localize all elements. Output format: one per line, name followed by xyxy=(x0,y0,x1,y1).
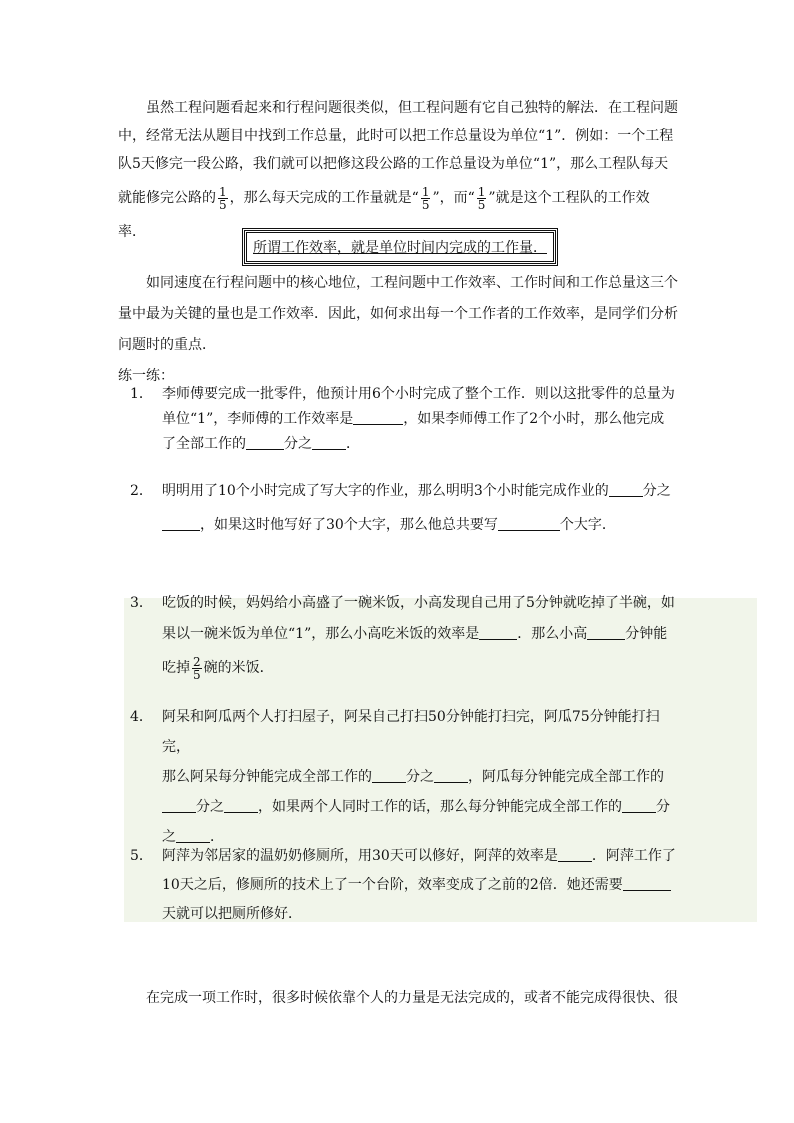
para-line: 量中最为关键的量也是工作效率．因此，如何求出每一个工作者的工作效率，是同学们分析 xyxy=(118,306,678,322)
fraction: $\frac{2}{5}$ xyxy=(193,654,201,682)
question-4: 4． 阿呆和阿瓜两个人打扫屋子，阿呆自己打扫50分钟能打扫完，阿瓜75分钟能打扫完， 那么阿呆每分钟能完成全部工作的 分之 ，阿瓜每分钟能完成全部工作的 分之 ，如果两个人同时工作的话，那么每分钟能完成全部工作的 分 之 ． xyxy=(130,702,680,852)
question-number: 3． xyxy=(130,595,153,611)
answer-blank[interactable] xyxy=(162,796,196,813)
answer-blank[interactable] xyxy=(246,433,284,450)
practice-label: 练一练： xyxy=(118,368,174,384)
fraction: $\frac{1}{5}$ xyxy=(219,184,227,212)
question-1: 1． 李师傅要完成一批零件，他预计用6个小时完成了整个工作．则以这批零件的总量为 单位“1”，李师傅的工作效率是 ，如果李师傅工作了2个小时，那么他完成 了全部工作的 分之 ． xyxy=(130,382,680,457)
answer-blank[interactable] xyxy=(353,408,403,425)
intro-line: 虽然工程问题看起来和行程问题很类似，但工程问题有它自己独特的解法．在工程问题 xyxy=(146,100,678,116)
intro-line: 就能修完公路的 $\frac{1}{5}$ ，那么每天完成的工作量就是“ $\frac{1}{5}$ ”，而“ $\frac{1}{5}$ ”就是这个工程队的工作效 xyxy=(118,184,650,212)
answer-blank[interactable] xyxy=(558,845,592,862)
question-number: 4． xyxy=(130,709,153,725)
question-2: 2． 明明用了10个小时完成了写大字的作业，那么明明3个小时能完成作业的 分之 ，如果这时他写好了30个大字，那么他总共要写 个大字． xyxy=(130,474,680,542)
answer-blank[interactable] xyxy=(434,766,468,783)
answer-blank[interactable] xyxy=(623,874,671,891)
question-3: 3． 吃饭的时候，妈妈给小高盛了一碗米饭，小高发现自己用了5分钟就吃掉了半碗，如 果以一碗米饭为单位“1”，那么小高吃米饭的效率是 ．那么小高 分钟能 吃掉 $\frac{2}{5}$ 碗的米饭． xyxy=(130,588,680,686)
intro-paragraph xyxy=(118,94,678,246)
question-5: 5． 阿萍为邻居家的温奶奶修厕所，用30天可以修好，阿萍的效率是 ．阿萍工作了 10天之后，修厕所的技术上了一个台阶，效率变成了之前的2倍．她还需要 天就可以把厕所修好． xyxy=(130,842,680,929)
answer-blank[interactable] xyxy=(162,514,200,531)
answer-blank[interactable] xyxy=(224,796,258,813)
answer-blank[interactable] xyxy=(372,766,406,783)
closing-paragraph: 在完成一项工作时，很多时候依靠个人的力量是无法完成的，或者不能完成得很快、很 xyxy=(146,990,678,1006)
question-number: 5． xyxy=(130,848,153,864)
answer-blank[interactable] xyxy=(622,796,656,813)
fraction: $\frac{1}{5}$ xyxy=(477,184,486,212)
answer-blank[interactable] xyxy=(498,514,560,531)
answer-blank[interactable] xyxy=(479,623,517,640)
fraction: $\frac{1}{5}$ xyxy=(421,184,430,212)
intro-line: 中，经常无法从题目中找到工作总量，此时可以把工作总量设为单位“1”．例如：一个工程 xyxy=(118,128,674,144)
answer-blank[interactable] xyxy=(609,480,643,497)
question-number: 1． xyxy=(130,386,153,402)
intro-line: 队5天修完一段公路，我们就可以把修这段公路的工作总量设为单位“1”，那么工程队每天 xyxy=(118,156,669,172)
definition-box: 所谓工作效率，就是单位时间内完成的工作量． xyxy=(244,230,556,264)
answer-blank[interactable] xyxy=(176,826,210,843)
answer-blank[interactable] xyxy=(587,623,625,640)
answer-blank[interactable] xyxy=(312,433,346,450)
para-line: 问题时的重点． xyxy=(118,337,216,353)
intro-line: 率． xyxy=(118,224,146,240)
para-line: 如同速度在行程问题中的核心地位，工程问题中工作效率、工作时间和工作总量这三个 xyxy=(146,275,678,291)
paragraph-2 xyxy=(118,268,678,361)
question-number: 2． xyxy=(130,483,153,499)
